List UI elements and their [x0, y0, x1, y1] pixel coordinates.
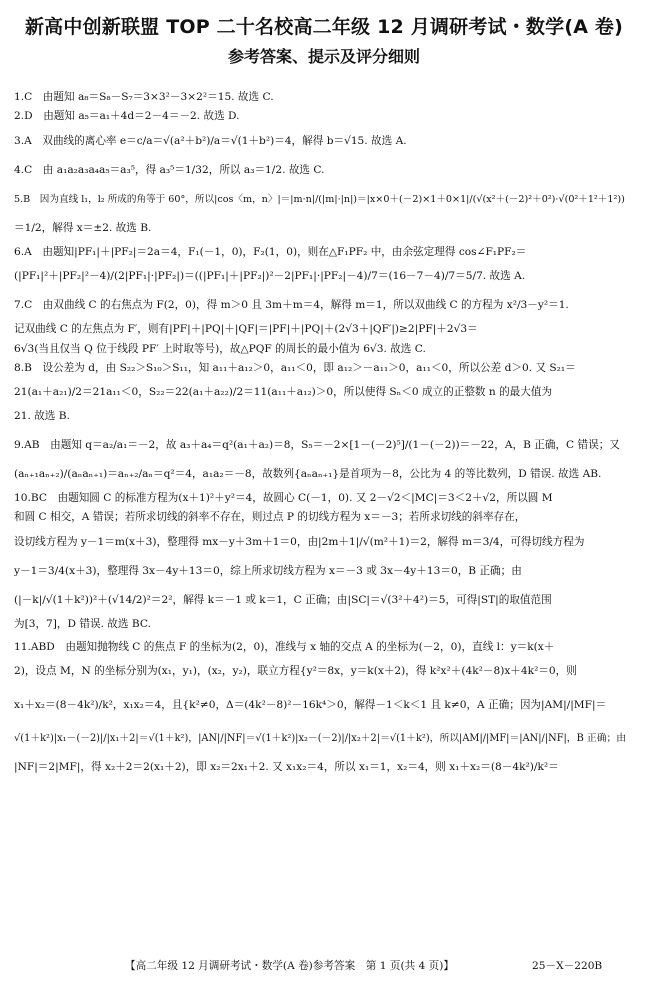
- answer-line: 为[3，7]，D 错误. 故选 BC.: [14, 617, 151, 630]
- footer-page-info: 【高二年级 12 月调研考试・数学(A 卷)参考答案 第 1 页(共 4 页)】: [125, 960, 454, 972]
- answer-line: 4.C 由 a₁a₂a₃a₄a₅＝a₃⁵，得 a₃⁵＝1/32，所以 a₃＝1/2. 故选 C.: [14, 163, 325, 176]
- answer-line: 21(a₁＋a₂₁)/2＝21a₁₁＜0，S₂₂＝22(a₁＋a₂₂)/2＝11(a₁₁＋a₁₂)＞0，所以使得 Sₙ＜0 成立的正整数 n 的最大值为: [14, 386, 553, 399]
- answer-line: √(1＋k²)|x₁－(－2)|/|x₁＋2|＝√(1＋k²)，|AN|/|NF|＝√(1＋k²)|x₂－(－2)|/|x₂＋2|＝√(1＋k²)，所以|AM|/|MF|＝|AN|/|NF|，B 正确；由: [14, 733, 627, 745]
- answer-line: 6.A 由题知|PF₁|＋|PF₂|＝2a＝4，F₁(－1，0)，F₂(1，0)，则在△F₁PF₂ 中，由余弦定理得 cos∠F₁PF₂＝: [14, 245, 527, 258]
- answer-line: 1.C 由题知 a₈＝S₈－S₇＝3×3²－3×2²＝15. 故选 C.: [14, 91, 274, 103]
- answer-line: 和圆 C 相交，A 错误；若所求切线的斜率不存在，则过点 P 的切线方程为 x＝－3；若所求切线的斜率存在，: [14, 511, 526, 524]
- answer-line: ＝1/2，解得 x＝±2. 故选 B.: [14, 221, 152, 234]
- answer-line: 6√3(当且仅当 Q 位于线段 PF′ 上时取等号)，故△PQF 的周长的最小值为 6√3. 故选 C.: [14, 342, 426, 355]
- answer-line: y－1＝3/4(x＋3)，整理得 3x－4y＋13＝0，综上所求切线方程为 x＝－3 或 3x－4y＋13＝0，B 正确；由: [14, 564, 522, 577]
- answer-line: 7.C 由双曲线 C 的右焦点为 F(2，0)，得 m＞0 且 3m＋m＝4，解得 m＝1，所以双曲线 C 的方程为 x²/3－y²＝1.: [14, 299, 569, 312]
- answer-line: (|PF₁|²＋|PF₂|²－4)/(2|PF₁|·|PF₂|)＝((|PF₁|＋|PF₂|)²－2|PF₁|·|PF₂|－4)/7＝(16－7－4)/7＝5/7. 故选 A.: [14, 270, 526, 283]
- answer-line: 设切线方程为 y－1＝m(x＋3)，整理得 mx－y＋3m＋1＝0，由|2m＋1|/√(m²＋1)＝2，解得 m＝3/4，可得切线方程为: [14, 535, 585, 548]
- page-subtitle: 参考答案、提示及评分细则: [227, 47, 420, 66]
- footer-exam-code: 25－X－220B: [532, 960, 603, 972]
- answer-line: 8.B 设公差为 d，由 S₂₂＞S₁₀＞S₁₁，知 a₁₁＋a₁₂＞0，a₁₁＜0，即 a₁₂＞－a₁₁＞0，a₁₁＜0，所以公差 d＞0. 又 S₂₁＝: [14, 361, 576, 374]
- answer-line: |NF|＝2|MF|，得 x₂＋2＝2(x₁＋2)，即 x₂＝2x₁＋2. 又 x₁x₂＝4，所以 x₁＝1，x₂＝4，则 x₁＋x₂＝(8－4k²)/k²＝: [14, 761, 559, 774]
- answer-line: 5.B 因为直线 l₁，l₂ 所成的角等于 60°，所以|cos〈m，n〉|＝|m·n|/(|m|·|n|)＝|x×0＋(－2)×1＋0×1|/(√(x²＋(－2)²＋0²)·√(0²＋1²＋1²)): [14, 193, 625, 205]
- answer-line: 21. 故选 B.: [14, 410, 70, 423]
- answer-line: 记双曲线 C 的左焦点为 F′，则有|PF|＋|PQ|＋|QF|＝|PF|＋|PQ|＋(2√3＋|QF′|)≥2|PF|＋2√3＝: [14, 323, 478, 336]
- answer-line: 9.AB 由题知 q＝a₂/a₁＝－2，故 a₃＋a₄＝q²(a₁＋a₂)＝8，S₅＝－2×[1－(－2)⁵]/(1－(－2))＝－22，A，B 正确，C 错误；又: [14, 438, 620, 451]
- answer-line: (aₙ₊₁aₙ₊₂)/(aₙaₙ₊₁)＝aₙ₊₂/aₙ＝q²＝4，a₁a₂＝－8，故数列{aₙaₙ₊₁}是首项为－8，公比为 4 的等比数列，D 错误. 故选 AB.: [14, 467, 602, 480]
- answer-line: 3.A 双曲线的离心率 e＝c/a＝√(a²＋b²)/a＝√(1＋b²)＝4，解得 b＝√15. 故选 A.: [14, 134, 407, 147]
- answer-line: 2)，设点 M，N 的坐标分别为(x₁，y₁)，(x₂，y₂)，联立方程{y²＝8x，y＝k(x＋2)，得 k²x²＋(4k²－8)x＋4k²＝0，则: [14, 665, 577, 678]
- answer-line: 11.ABD 由题知抛物线 C 的焦点 F 的坐标为(2，0)，准线与 x 轴的交点 A 的坐标为(－2，0)，直线 l：y＝k(x＋: [14, 640, 555, 653]
- answer-line: 10.BC 由题知圆 C 的标准方程为(x＋1)²＋y²＝4，故圆心 C(－1，0). 又 2－√2＜|MC|＝3＜2＋√2，所以圆 M: [14, 491, 553, 504]
- answer-line: (|－k|/√(1＋k²))²＋(√14/2)²＝2²，解得 k＝－1 或 k＝1，C 正确；由|SC|＝√(3²＋4²)＝5，可得|ST|的取值范围: [14, 593, 552, 606]
- page-title: 新高中创新联盟 TOP 二十名校高二年级 12 月调研考试・数学(A 卷): [24, 16, 624, 38]
- answer-list: [14, 88, 634, 782]
- answer-line: 2.D 由题知 a₅＝a₁＋4d＝2－4＝－2. 故选 D.: [14, 110, 240, 123]
- answer-line: x₁＋x₂＝(8－4k²)/k²，x₁x₂＝4，且{k²≠0，Δ＝(4k²－8)²－16k⁴＞0，解得－1＜k＜1 且 k≠0，A 正确；因为|AM|/|MF|＝: [14, 699, 607, 712]
